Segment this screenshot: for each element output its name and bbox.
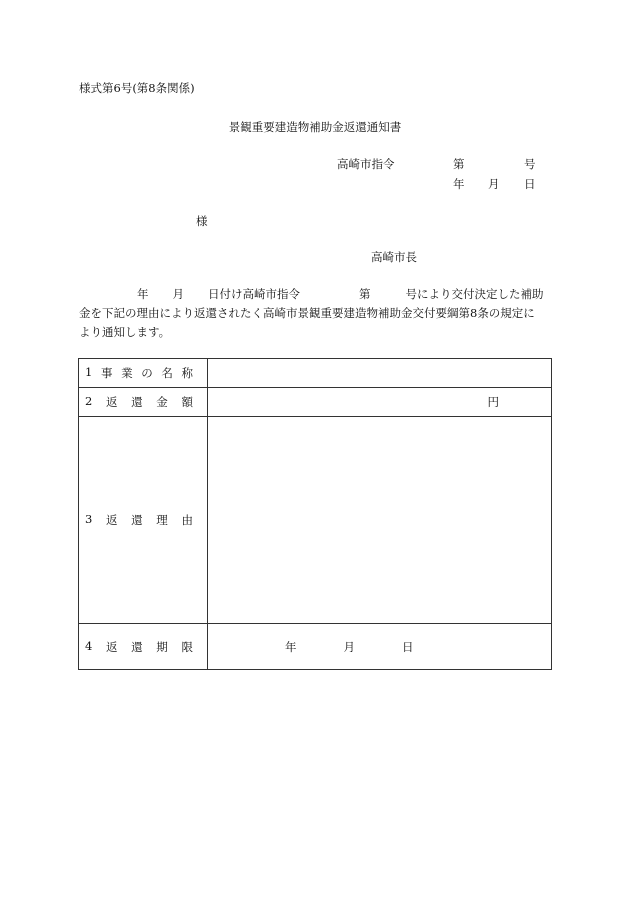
row-number: 2 [85, 394, 93, 408]
table-row [79, 624, 552, 670]
label-char: 限 [181, 639, 193, 654]
label-char: 理 [156, 513, 168, 527]
date-month: 月 [488, 177, 500, 191]
row-label-refund-deadline [79, 624, 208, 670]
body-line-1 [79, 285, 555, 304]
reference-dai: 第 [453, 157, 465, 171]
body-day-ref: 日付け高崎市指令 [208, 287, 300, 301]
label-char: 還 [131, 513, 143, 527]
label-char: 金 [156, 395, 168, 409]
row-number: 3 [85, 512, 93, 526]
details-table [78, 358, 552, 670]
body-dai: 第 [359, 287, 371, 301]
label-char: 返 [105, 395, 118, 409]
refund-deadline-value[interactable] [208, 624, 552, 670]
body-rest: 号により交付決定した補助 [405, 287, 544, 301]
date-year: 年 [453, 177, 465, 191]
row-label-project-name [79, 359, 208, 388]
label-char: 業 [121, 366, 133, 380]
document-title: 景観重要建造物補助金返還通知書 [228, 120, 402, 134]
deadline-year: 年 [285, 639, 297, 654]
label-char: 額 [181, 395, 193, 409]
addressee-suffix: 様 [196, 214, 208, 228]
sender: 高崎市長 [371, 250, 417, 264]
label-char: 由 [181, 513, 193, 527]
body-year: 年 [137, 287, 149, 301]
table-row [79, 359, 552, 388]
label-char: 名 [161, 366, 173, 380]
deadline-month: 月 [343, 639, 355, 654]
table-row [79, 388, 552, 417]
body-line-2: 金を下記の理由により返還されたく高崎市景観重要建造物補助金交付要綱第8条の規定に [79, 306, 535, 320]
label-char: 称 [181, 366, 193, 380]
deadline-day: 日 [402, 639, 414, 654]
table-row [79, 417, 552, 624]
reference-issuer: 高崎市指令 [337, 157, 395, 171]
reference-go: 号 [524, 157, 536, 171]
label-char: 事 [100, 366, 113, 380]
form-label: 様式第6号(第8条関係) [79, 81, 195, 95]
refund-reason-value[interactable] [208, 417, 552, 624]
project-name-value[interactable] [208, 359, 552, 388]
row-label-refund-reason [79, 417, 208, 624]
label-char: 返 [105, 513, 118, 527]
row-number: 1 [85, 365, 93, 379]
label-char: 還 [131, 395, 143, 409]
label-char: 返 [105, 639, 118, 654]
label-char: の [141, 366, 153, 380]
body-text [79, 285, 555, 342]
body-line-3: より通知します。 [79, 325, 171, 339]
body-month: 月 [172, 287, 184, 301]
yen-unit: 円 [487, 395, 499, 409]
row-number: 4 [85, 638, 93, 653]
date-day: 日 [524, 177, 536, 191]
label-char: 期 [156, 639, 168, 654]
label-char: 還 [131, 639, 143, 654]
refund-amount-value[interactable] [208, 388, 552, 417]
row-label-refund-amount [79, 388, 208, 417]
